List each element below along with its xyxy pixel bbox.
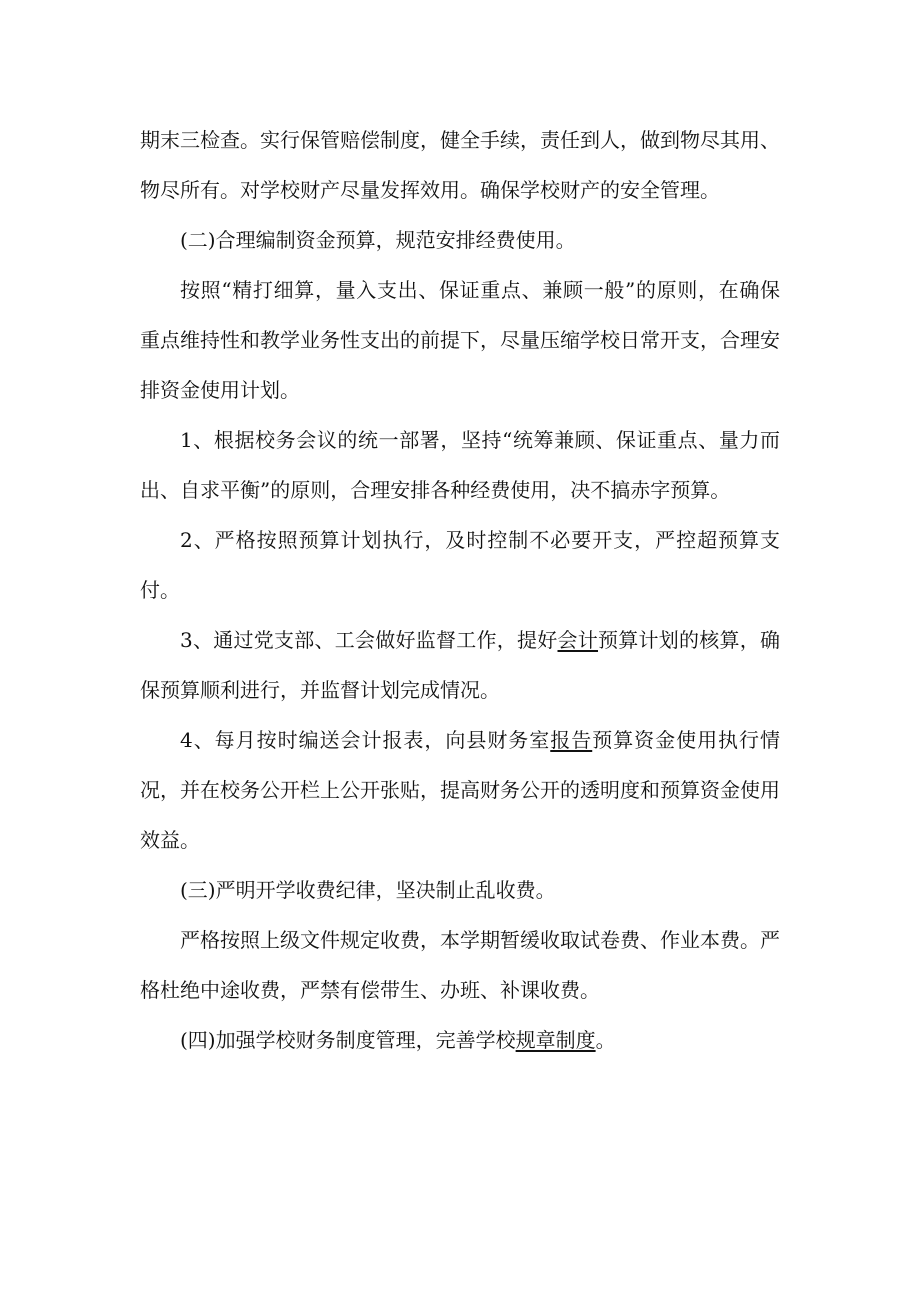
paragraph-text: 。: [595, 1028, 616, 1052]
paragraph-text: (二)合理编制资金预算，规范安排经费使用。: [180, 228, 576, 252]
paragraph-text: 1、根据校务会议的统一部署，坚持“统筹兼顾、保证重点、量力而出、自求平衡”的原则，合理安排各种经费使用，决不搞赤字预算。: [140, 428, 780, 502]
paragraph-text: (三)严明开学收费纪律，坚决制止乱收费。: [180, 878, 556, 902]
paragraph-text: 2、严格按照预算计划执行，及时控制不必要开支，严控超预算支付。: [140, 528, 780, 602]
paragraph-p1: [140, 115, 780, 215]
paragraph-text: 严格按照上级文件规定收费，本学期暂缓收取试卷费、作业本费。严格杜绝中途收费，严禁有偿带生、办班、补课收费。: [140, 928, 780, 1002]
paragraph-text: 期末三检查。实行保管赔偿制度，健全手续，责任到人，做到物尽其用、物尽所有。对学校财产尽量发挥效用。确保学校财产的安全管理。: [140, 128, 780, 202]
list-item-2: [140, 515, 780, 615]
list-item-4: [140, 715, 780, 865]
link-rules-and-regulations[interactable]: 规章制度: [515, 1028, 596, 1052]
section-heading-3: [140, 865, 780, 915]
link-report[interactable]: 报告: [550, 728, 593, 752]
paragraph-p9: [140, 915, 780, 1015]
paragraph-text: 按照“精打细算，量入支出、保证重点、兼顾一般”的原则，在确保重点维持性和教学业务性支出的前提下，尽量压缩学校日常开支，合理安排资金使用计划。: [140, 278, 780, 402]
paragraph-text: 预算资金使用执行情况，并在校务公开栏上公开张贴，提高财务公开的透明度和预算资金使用效益。: [140, 728, 781, 852]
section-heading-4: [140, 1015, 780, 1065]
paragraph-text: 预算计划的核算，确保预算顺利进行，并监督计划完成情况。: [140, 628, 781, 702]
paragraph-p3: [140, 265, 780, 415]
list-item-3: [140, 615, 780, 715]
list-item-1: [140, 415, 780, 515]
document-body: [140, 115, 780, 1065]
link-accounting[interactable]: 会计: [557, 628, 599, 652]
paragraph-text: 4、每月按时编送会计报表，向县财务室: [180, 728, 551, 752]
paragraph-text: (四)加强学校财务制度管理，完善学校: [180, 1028, 516, 1052]
paragraph-text: 3、通过党支部、工会做好监督工作，提好: [180, 628, 558, 652]
section-heading-2: [140, 215, 780, 265]
